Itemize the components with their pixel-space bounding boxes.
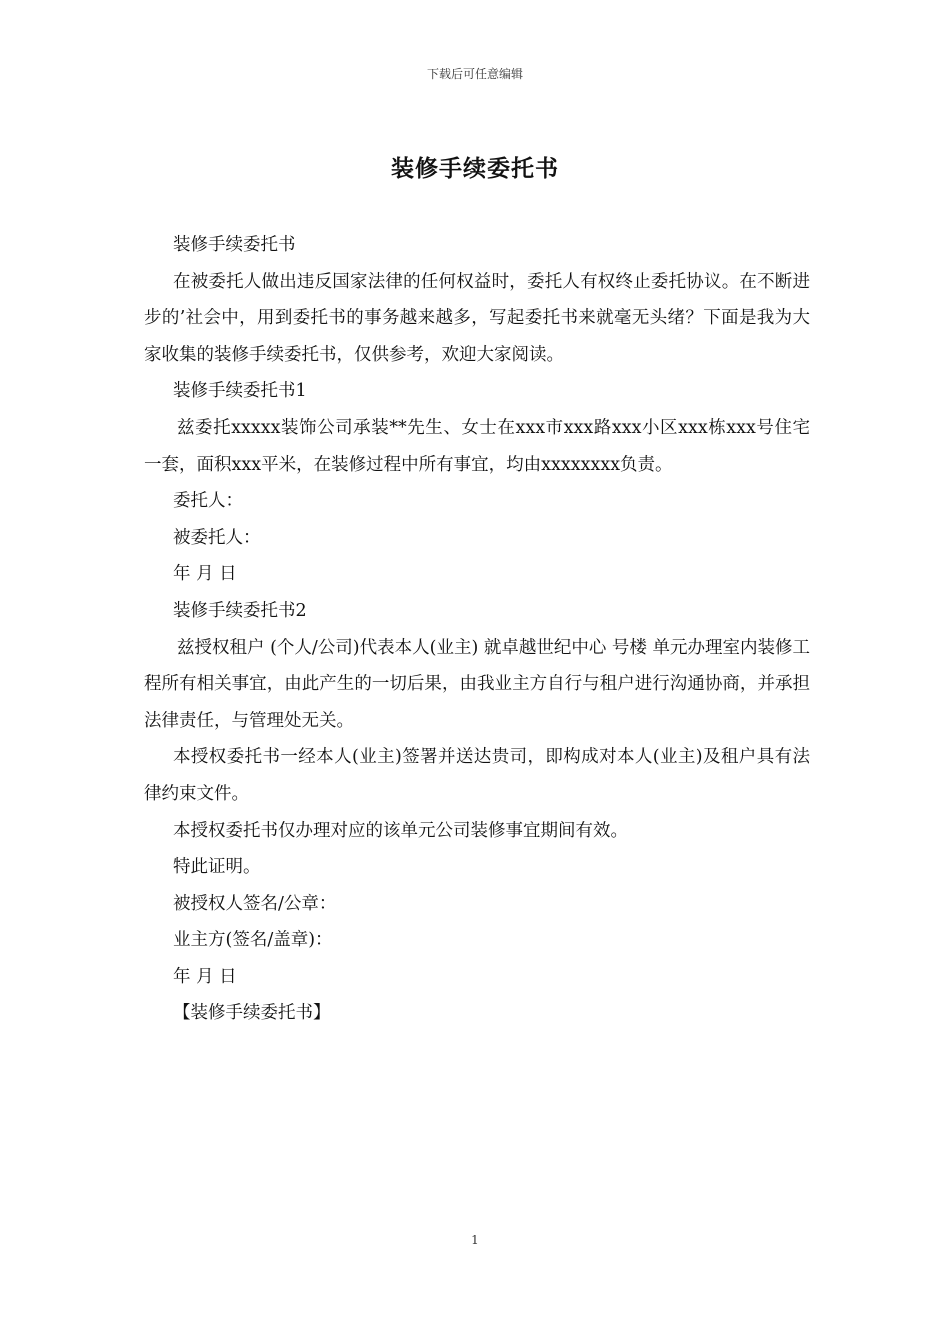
paragraph-binding: 本授权委托书一经本人(业主)签署并送达贵司，即构成对本人(业主)及租户具有法律约束文件。 (144, 747, 810, 804)
paragraph-date-2: 年 月 日 (173, 966, 237, 987)
paragraph-closing-title: 【装修手续委托书】 (173, 1003, 331, 1024)
page-header-note: 下载后可任意编辑 (426, 67, 523, 81)
paragraph-agent: 被委托人： (173, 527, 261, 548)
paragraph-subtitle: 装修手续委托书 (173, 235, 296, 255)
paragraph-entrust-1: 兹委托xxxxx装饰公司承装**先生、女士在xxx市xxx路xxx小区xxx栋xxx号住宅一套，面积xxx平米，在装修过程中所有事宜，均由xxxxxxxx负责。 (144, 417, 810, 475)
document-title: 装修手续委托书 (391, 156, 559, 182)
paragraph-validity: 本授权委托书仅办理对应的该单元公司装修事宜期间有效。 (173, 820, 628, 841)
paragraph-intro: 在被委托人做出违反国家法律的任何权益时，委托人有权终止委托协议。在不断进步的’社会中，用到委托书的事务越来越多，写起委托书来就毫无头绪？下面是我为大家收集的装修手续委托书，仅供参考，欢迎大家阅读。 (144, 271, 810, 365)
section-heading-2: 装修手续委托书2 (173, 600, 307, 621)
document-body (144, 227, 810, 1032)
paragraph-principal: 委托人： (173, 491, 243, 512)
paragraph-authorize: 兹授权租户 (个人/公司)代表本人(业主) 就卓越世纪中心 号楼 单元办理室内装修工程所有相关事宜，由此产生的一切后果，由我业主方自行与租户进行沟通协商，并承担法律责任，与管理处无关。 (144, 637, 810, 731)
paragraph-owner-signature: 业主方(签名/盖章)： (173, 930, 333, 951)
page-number: 1 (471, 1233, 479, 1247)
section-heading-1: 装修手续委托书1 (173, 381, 307, 402)
paragraph-authorized-signature: 被授权人签名/公章： (173, 893, 337, 914)
paragraph-certify: 特此证明。 (173, 857, 261, 878)
paragraph-date-1: 年 月 日 (173, 564, 237, 585)
